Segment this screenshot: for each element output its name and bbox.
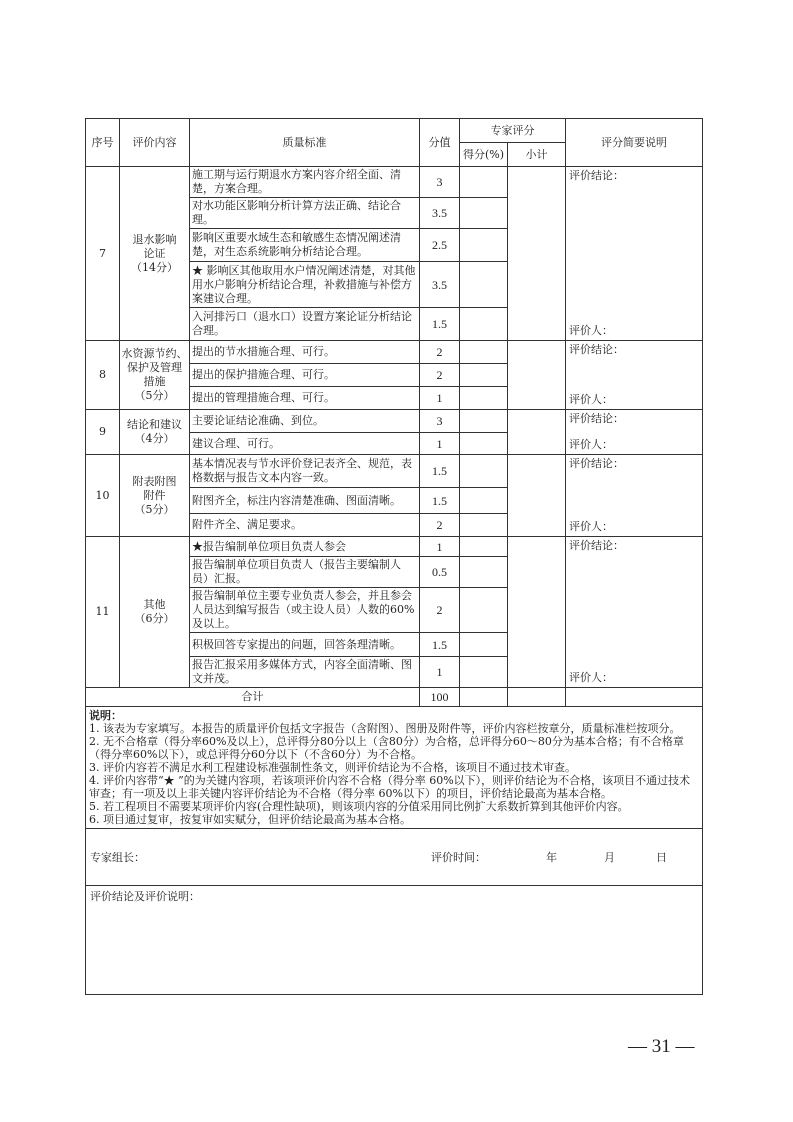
- notes: [86, 707, 703, 829]
- total-label: 合计: [86, 688, 420, 707]
- notes-row: [86, 707, 703, 829]
- quality-standard: 提出的保护措施合理、可行。: [190, 364, 420, 387]
- quality-standard: 建议合理、可行。: [190, 433, 420, 455]
- evaluator-label: 评价人：: [569, 520, 613, 533]
- eval-conclusion-label: 评价结论：: [569, 457, 624, 470]
- total-score: 100: [420, 688, 460, 707]
- score-rate-cell[interactable]: [460, 514, 508, 537]
- table-row: [86, 455, 703, 488]
- table-row: [86, 410, 703, 433]
- note-line-5: 5. 若工程项目不需要某项评价内容(合理性缺项)，则该项内容的分值采用同比例扩大系数折算到其他评价内容。: [89, 800, 629, 813]
- item-content: 水资源节约、 保护及管理 措施 （5分）: [120, 341, 190, 410]
- quality-standard: ★ 影响区其他取用水户情况阐述清楚，对其他用水户影响分析结论合理，补救措施与补偿方案建议合理。: [190, 262, 420, 308]
- quality-standard: 基本情况表与节水评价登记表齐全、规范，表格数据与报告文本内容一致。: [190, 455, 420, 488]
- score-rate-cell[interactable]: [460, 455, 508, 488]
- evaluator-label: 评价人：: [569, 324, 613, 337]
- total-explain-cell[interactable]: [566, 688, 703, 707]
- evaluator-label: 评价人：: [569, 671, 613, 684]
- score-value: 1: [420, 387, 460, 410]
- score-rate-cell[interactable]: [460, 364, 508, 387]
- score-value: 1: [420, 433, 460, 455]
- eval-conclusion-label: 评价结论：: [569, 343, 624, 356]
- eval-time-label: 评价时间：: [431, 851, 486, 864]
- score-rate-cell[interactable]: [460, 588, 508, 633]
- score-value: 3.5: [420, 262, 460, 308]
- month-label: 月: [604, 851, 615, 864]
- score-value: 1.5: [420, 488, 460, 514]
- quality-standard: 入河排污口（退水口）设置方案论证分析结论合理。: [190, 308, 420, 341]
- item-content: 退水影响 论证 （14分）: [120, 167, 190, 341]
- evaluation-note-cell[interactable]: [566, 455, 703, 537]
- score-value: 1.5: [420, 308, 460, 341]
- item-no: 7: [86, 167, 120, 341]
- quality-standard: 附图齐全，标注内容清楚准确、图面清晰。: [190, 488, 420, 514]
- score-value: 2.5: [420, 229, 460, 262]
- header-content: 评价内容: [120, 119, 190, 167]
- score-value: 3: [420, 410, 460, 433]
- score-value: 3: [420, 167, 460, 198]
- score-value: 2: [420, 514, 460, 537]
- expert-leader-label: 专家组长：: [90, 851, 145, 864]
- item-no: 11: [86, 537, 120, 688]
- subtotal-cell[interactable]: [508, 167, 566, 341]
- quality-standard: 报告汇报采用多媒体方式，内容全面清晰、图文并茂。: [190, 657, 420, 688]
- score-rate-cell[interactable]: [460, 410, 508, 433]
- conclusion-label: 评价结论及评价说明：: [90, 890, 200, 903]
- score-rate-cell[interactable]: [460, 341, 508, 364]
- score-rate-cell[interactable]: [460, 557, 508, 588]
- subtotal-cell[interactable]: [508, 410, 566, 455]
- score-rate-cell[interactable]: [460, 198, 508, 229]
- day-label: 日: [656, 851, 667, 864]
- score-value: 0.5: [420, 557, 460, 588]
- note-line-3: 3. 评价内容若不满足水利工程建设标准强制性条文，则评价结论为不合格，该项目不通过技术审查。: [89, 761, 576, 774]
- quality-standard: 报告编制单位主要专业负责人参会，并且参会人员达到编写报告（或主设人员）人数的60%及以上。: [190, 588, 420, 633]
- header-rate: 得分(%): [460, 143, 508, 167]
- score-value: 1: [420, 657, 460, 688]
- evaluator-label: 评价人：: [569, 438, 613, 451]
- note-line-1: 1. 该表为专家填写。本报告的质量评价包括文字报告（含附图）、图册及附件等，评价内容栏按章分，质量标准栏按项分。: [89, 722, 681, 735]
- score-rate-cell[interactable]: [460, 262, 508, 308]
- quality-standard: 提出的节水措施合理、可行。: [190, 341, 420, 364]
- quality-standard: 提出的管理措施合理、可行。: [190, 387, 420, 410]
- header-no: 序号: [86, 119, 120, 167]
- item-content: 附表附图 附件 （5分）: [120, 455, 190, 537]
- total-subtotal-cell[interactable]: [508, 688, 566, 707]
- subtotal-cell[interactable]: [508, 341, 566, 410]
- evaluation-note-cell[interactable]: [566, 341, 703, 410]
- item-no: 9: [86, 410, 120, 455]
- evaluation-table: [85, 118, 703, 995]
- year-label: 年: [546, 851, 557, 864]
- score-value: 1: [420, 537, 460, 557]
- score-rate-cell[interactable]: [460, 488, 508, 514]
- notes-title: 说明：: [89, 709, 122, 722]
- signature-cell[interactable]: [86, 829, 703, 886]
- quality-standard: 附件齐全、满足要求。: [190, 514, 420, 537]
- note-line-2: 2. 无不合格章（得分率60%及以上），总评得分80分以上（含80分）为合格，总评得分60～80分为基本合格；有不合格章（得分率60%以下），或总评得分60分以下（不含60分）为不合格。: [89, 735, 684, 761]
- subtotal-cell[interactable]: [508, 537, 566, 688]
- quality-standard: 施工期与运行期退水方案内容介绍全面、清楚，方案合理。: [190, 167, 420, 198]
- table-row: [86, 167, 703, 198]
- eval-conclusion-label: 评价结论：: [569, 412, 624, 425]
- score-value: 2: [420, 341, 460, 364]
- note-line-4: 4. 评价内容带“★ ”的为关键内容项，若该项评价内容不合格（得分率 60%以下），则评价结论为不合格，该项目不通过技术审查；有一项及以上非关键内容评价结论为不合格（得分率 60%以下）的项目，评价结论最高为基本合格。: [89, 774, 691, 800]
- page-number: — 31 —: [628, 1036, 695, 1057]
- quality-standard: 对水功能区影响分析计算方法正确、结论合理。: [190, 198, 420, 229]
- quality-standard: 积极回答专家提出的问题，回答条理清晰。: [190, 633, 420, 657]
- total-rate-cell[interactable]: [460, 688, 508, 707]
- score-rate-cell[interactable]: [460, 308, 508, 341]
- conclusion-row: [86, 886, 703, 995]
- item-no: 8: [86, 341, 120, 410]
- quality-standard: 报告编制单位项目负责人（报告主要编制人员）汇报。: [190, 557, 420, 588]
- evaluation-note-cell[interactable]: [566, 410, 703, 455]
- item-content: 结论和建议 （4分）: [120, 410, 190, 455]
- score-rate-cell[interactable]: [460, 537, 508, 557]
- score-value: 2: [420, 588, 460, 633]
- signature-row: [86, 829, 703, 886]
- evaluator-label: 评价人：: [569, 393, 613, 406]
- eval-conclusion-label: 评价结论：: [569, 169, 624, 182]
- header-score: 分值: [420, 119, 460, 167]
- table-row: [86, 341, 703, 364]
- header-standard: 质量标准: [190, 119, 420, 167]
- header-expert: 专家评分: [460, 119, 566, 143]
- score-rate-cell[interactable]: [460, 387, 508, 410]
- score-rate-cell[interactable]: [460, 433, 508, 455]
- table-body: [86, 167, 703, 688]
- header-subtotal: 小计: [508, 143, 566, 167]
- score-value: 3.5: [420, 198, 460, 229]
- score-rate-cell[interactable]: [460, 633, 508, 657]
- evaluation-note-cell[interactable]: [566, 167, 703, 341]
- conclusion-cell[interactable]: [86, 886, 703, 995]
- item-no: 10: [86, 455, 120, 537]
- note-line-6: 6. 项目通过复审，按复审如实赋分，但评价结论最高为基本合格。: [89, 813, 411, 826]
- score-value: 1.5: [420, 633, 460, 657]
- score-value: 2: [420, 364, 460, 387]
- score-rate-cell[interactable]: [460, 167, 508, 198]
- eval-conclusion-label: 评价结论：: [569, 539, 624, 552]
- quality-standard: 主要论证结论准确、到位。: [190, 410, 420, 433]
- evaluation-note-cell[interactable]: [566, 537, 703, 688]
- item-content: 其他 （6分）: [120, 537, 190, 688]
- score-rate-cell[interactable]: [460, 229, 508, 262]
- quality-standard: ★报告编制单位项目负责人参会: [190, 537, 420, 557]
- header-explain: 评分简要说明: [566, 119, 703, 167]
- score-value: 1.5: [420, 455, 460, 488]
- subtotal-cell[interactable]: [508, 455, 566, 537]
- table-row: [86, 537, 703, 557]
- quality-standard: 影响区重要水域生态和敏感生态情况阐述清楚，对生态系统影响分析结论合理。: [190, 229, 420, 262]
- score-rate-cell[interactable]: [460, 657, 508, 688]
- total-row: [86, 688, 703, 707]
